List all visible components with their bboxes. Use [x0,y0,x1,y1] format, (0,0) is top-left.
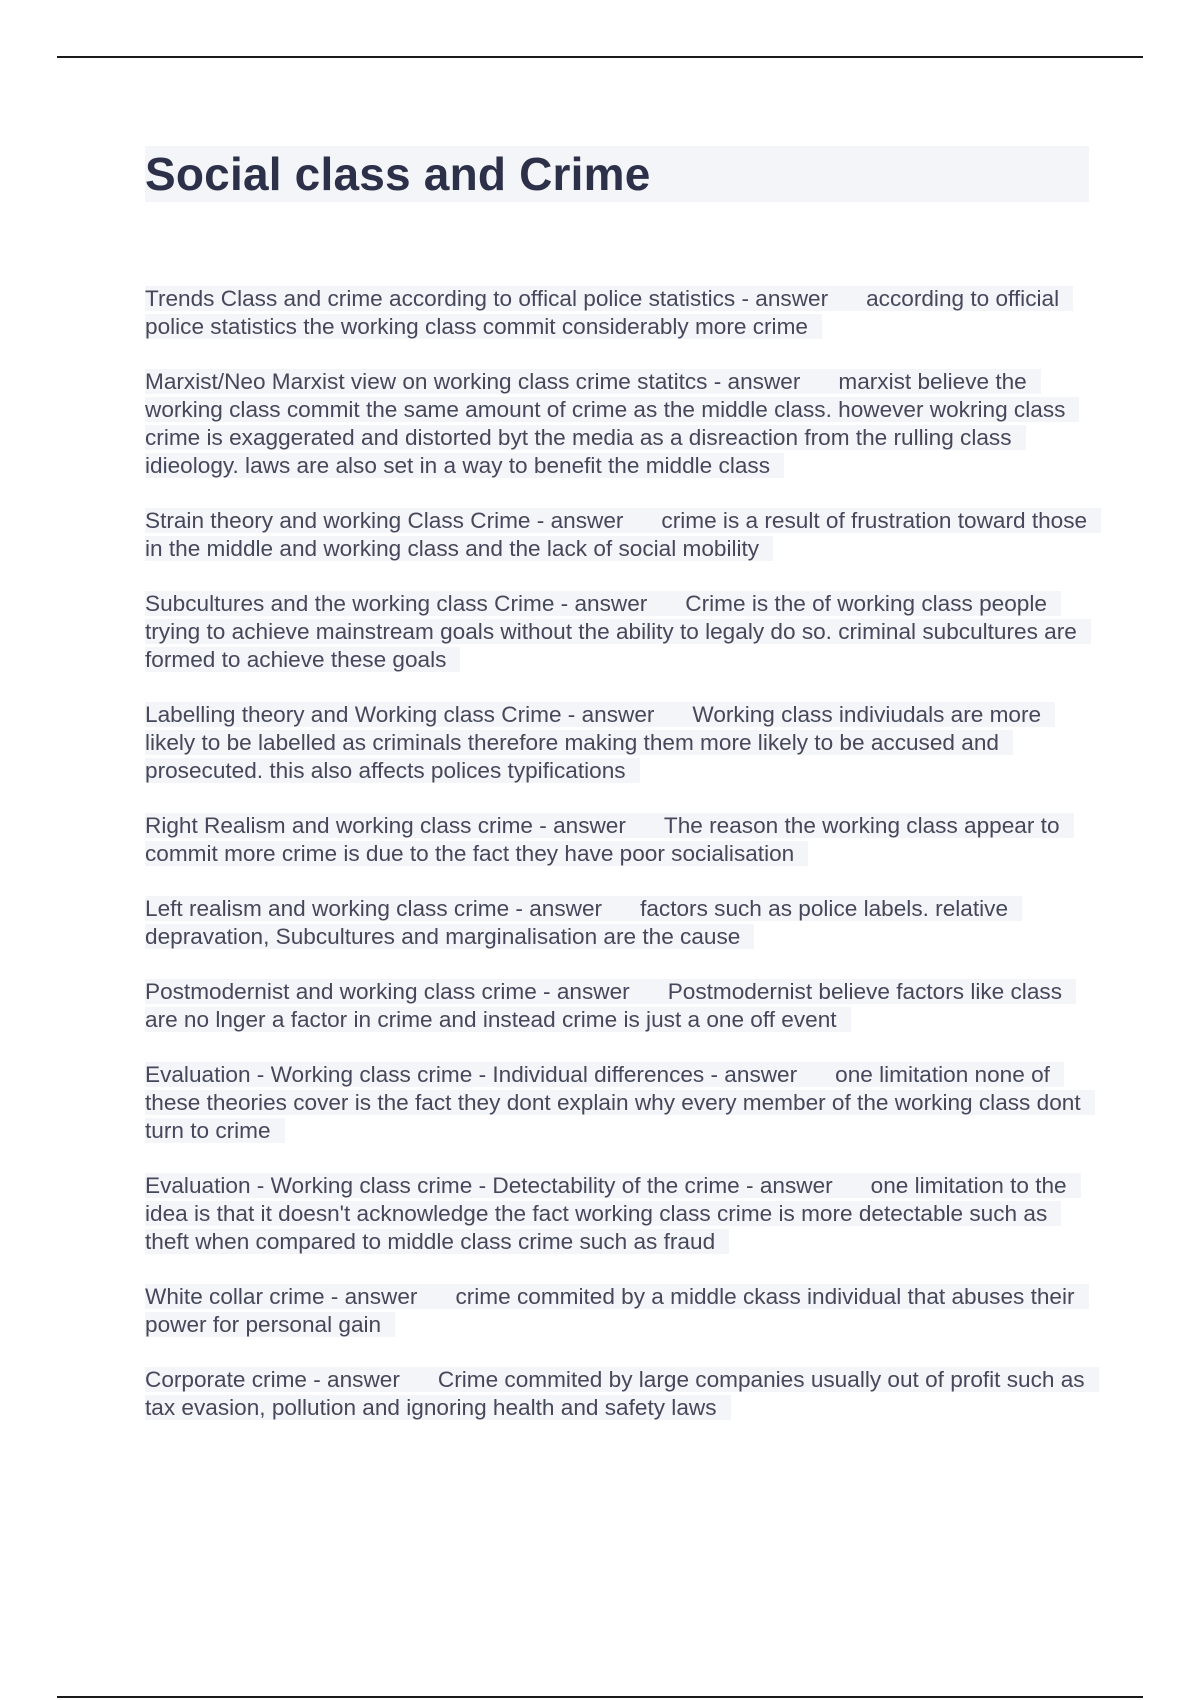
qa-item [145,368,1091,480]
qa-item [145,1366,1091,1422]
qa-definition: Postmodernist believe factors like class are no lnger a factor in crime and instead crime is just a one off event [145,979,1062,1032]
qa-term: Corporate crime - answer [145,1367,400,1392]
qa-definition: according to official police statistics the working class commit considerably more crime [145,286,1060,339]
qa-term: Postmodernist and working class crime - answer [145,979,630,1004]
qa-term: Evaluation - Working class crime - Detectability of the crime - answer [145,1173,833,1198]
qa-definition: Working class indiviudals are more likely to be labelled as criminals therefore making them more likely to be accused and prosecuted. this also affects polices typifications [145,702,1042,783]
qa-item [145,1061,1091,1145]
qa-term: Trends Class and crime according to offical police statistics - answer [145,286,829,311]
qa-item [145,590,1091,674]
qa-term: Evaluation - Working class crime - Individual differences - answer [145,1062,798,1087]
qa-definition: crime commited by a middle ckass individual that abuses their power for personal gain [145,1284,1075,1337]
qa-item [145,978,1091,1034]
page-title: Social class and Crime [145,148,651,200]
qa-term: Left realism and working class crime - answer [145,896,603,921]
qa-item [145,1172,1091,1256]
qa-definition: The reason the working class appear to commit more crime is due to the fact they have poor socialisation [145,813,1060,866]
qa-term: White collar crime - answer [145,1284,418,1309]
qa-item [145,895,1091,951]
qa-term: Subcultures and the working class Crime - answer [145,591,648,616]
qa-definition: factors such as police labels. relative depravation, Subcultures and marginalisation are the cause [145,896,1009,949]
qa-definition: marxist believe the working class commit the same amount of crime as the middle class. however wokring class crime is exaggerated and distorted byt the media as a disreaction from the rulling class idieology. laws are also set in a way to benefit the middle class [145,369,1066,478]
qa-definition: one limitation to the idea is that it doesn't acknowledge the fact working class crime is more detectable such as theft when compared to middle class crime such as fraud [145,1173,1067,1254]
qa-term: Marxist/Neo Marxist view on working class crime statitcs - answer [145,369,801,394]
qa-list [145,285,1091,1449]
qa-item [145,1283,1091,1339]
qa-term: Right Realism and working class crime - answer [145,813,626,838]
qa-item [145,507,1091,563]
qa-term: Labelling theory and Working class Crime - answer [145,702,655,727]
qa-definition: Crime commited by large companies usually out of profit such as tax evasion, pollution and ignoring health and safety laws [145,1367,1085,1420]
qa-definition: one limitation none of these theories cover is the fact they dont explain why every member of the working class dont turn to crime [145,1062,1081,1143]
qa-item [145,701,1091,785]
qa-definition: crime is a result of frustration toward those in the middle and working class and the lack of social mobility [145,508,1088,561]
qa-term: Strain theory and working Class Crime - answer [145,508,624,533]
title-block [145,146,1089,202]
top-rule [57,56,1143,58]
qa-item [145,285,1091,341]
bottom-rule [57,1696,1143,1698]
qa-item [145,812,1091,868]
qa-definition: Crime is the of working class people trying to achieve mainstream goals without the ability to legaly do so. criminal subcultures are formed to achieve these goals [145,591,1077,672]
